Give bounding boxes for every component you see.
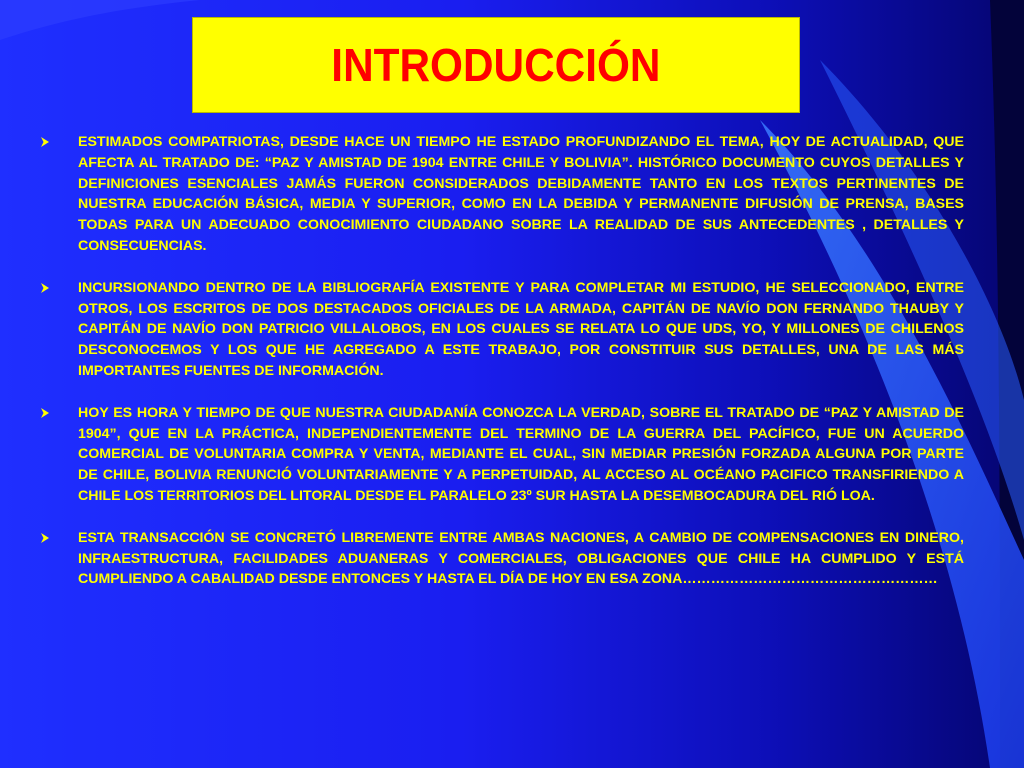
paragraph-text: INCURSIONANDO DENTRO DE LA BIBLIOGRAFÍA EXISTENTE Y PARA COMPLETAR MI ESTUDIO, HE SELECCIONADO, ENTRE OTROS, LOS ESCRITOS DE DOS DESTACADOS OFICIALES DE LA ARMADA, CAPITÁN DE NAVÍO DON FERNANDO THAUBY Y CAPITÁN DE NAVÍO DON PATRICIO VILLALOBOS, EN LOS CUALES SE RELATA LO QUE UDS, YO, Y MILLONES DE CHILENOS DESCONOCEMOS Y LOS QUE HE AGREGADO A ESTE TRABAJO, POR CONSTITUIR SUS DETALLES, UNA DE LAS MÁS IMPORTANTES FUENTES DE INFORMACIÓN. (78, 279, 964, 379)
paragraph-text: ESTIMADOS COMPATRIOTAS, DESDE HACE UN TIEMPO HE ESTADO PROFUNDIZANDO EL TEMA, HOY DE ACTUALIDAD, QUE AFECTA AL TRATADO DE: “PAZ Y AMISTAD DE 1904 ENTRE CHILE Y BOLIVIA”. HISTÓRICO DOCUMENTO CUYOS DETALLES Y DEFINICIONES ESENCIALES JAMÁS FUERON CONSIDERADOS DEBIDAMENTE TANTO EN LOS TEXTOS PERTINENTES DE NUESTRA EDUCACIÓN BÁSICA, MEDIA Y SUPERIOR, COMO EN LA DEBIDA Y PERMANENTE DIFUSIÓN DE PRENSA, BASES TODAS PARA UN ADECUADO CONOCIMIENTO CIUDADANO SOBRE LA REALIDAD DE SUS ANTECEDENTES , DETALLES Y CONSECUENCIAS. (78, 134, 964, 254)
arrowhead-bullet-icon (40, 137, 50, 147)
paragraph-text: HOY ES HORA Y TIEMPO DE QUE NUESTRA CIUDADANÍA CONOZCA LA VERDAD, SOBRE EL TRATADO DE “PAZ Y AMISTAD DE 1904”, QUE EN LA PRÁCTICA, INDEPENDIENTEMENTE DEL TERMINO DE LA GUERRA DEL PACÍFICO, FUE UN ACUERDO COMERCIAL DE VOLUNTARIA COMPRA Y VENTA, MEDIANTE EL CUAL, SIN MEDIAR PRESIÓN FORZADA ALGUNA POR PARTE DE CHILE, BOLIVIA RENUNCIÓ VOLUNTARIAMENTE Y A PERPETUIDAD, AL ACCESO AL OCÉANO PACIFICO TRANSFIRIENDO A CHILE LOS TERRITORIOS DEL LITORAL DESDE EL PARALELO 23º SUR HASTA LA DESEMBOCADURA DEL RIÓ LOA. (78, 404, 964, 504)
bullet-item-4 (38, 528, 964, 590)
paragraph-text: ESTA TRANSACCIÓN SE CONCRETÓ LIBREMENTE ENTRE AMBAS NACIONES, A CAMBIO DE COMPENSACIONES EN DINERO, INFRAESTRUCTURA, FACILIDADES ADUANERAS Y COMERCIALES, OBLIGACIONES QUE CHILE HA CUMPLIDO Y ESTÁ CUMPLIENDO A CABALIDAD DESDE ENTONCES Y HASTA EL DÍA DE HOY EN ESA ZONA……………………………………………… (78, 529, 964, 588)
arrowhead-bullet-icon (40, 283, 50, 293)
bullet-item-3 (38, 403, 964, 507)
bullet-item-1 (38, 132, 964, 257)
arrowhead-bullet-icon (40, 408, 50, 418)
bullet-item-2 (38, 278, 964, 382)
arrowhead-bullet-icon (40, 533, 50, 543)
bullet-list (38, 132, 964, 611)
title-box (192, 17, 800, 113)
slide-title: INTRODUCCIÓN (331, 39, 661, 91)
